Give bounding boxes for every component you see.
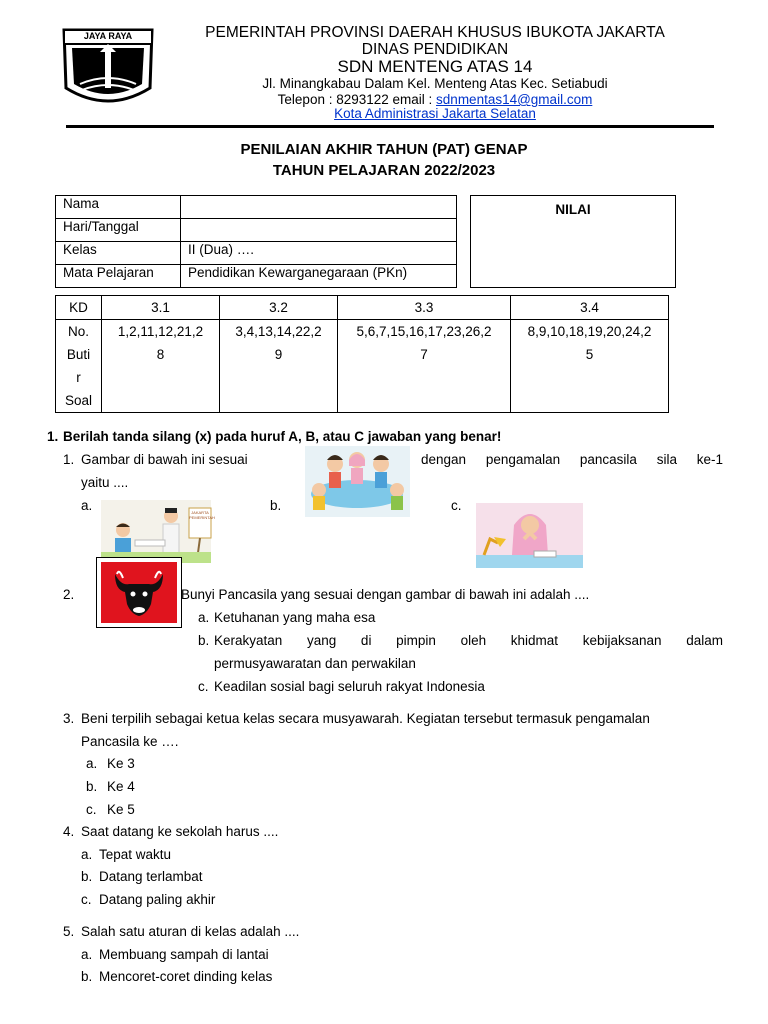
q1-option-b-letter[interactable]: b. <box>270 498 282 513</box>
q2-option-b-span: Kerakyatan yang di pimpin oleh khidmat kebijaksanan dalam <box>214 633 723 648</box>
school-address: Jl. Minangkabau Dalam Kel. Menteng Atas Kec. Setiabudi <box>262 76 608 91</box>
kd-cell-line: 8,9,10,18,19,20,24,2 <box>527 324 652 339</box>
q1-option-c-image <box>476 503 583 568</box>
q2-option-b-text <box>214 633 723 648</box>
q4-option-b-letter[interactable]: b. <box>81 869 93 884</box>
q4-option-c-letter[interactable]: c. <box>81 892 92 907</box>
q4-number: 4. <box>63 824 75 839</box>
q5-option-a-text: Membuang sampah di lantai <box>99 947 269 962</box>
q4-option-b-text: Datang terlambat <box>99 869 203 884</box>
section-number: 1. <box>47 429 59 444</box>
kd-cell <box>102 320 220 413</box>
info-label: Nama <box>56 196 181 219</box>
phone-label: Telepon : 8293122 email : <box>277 92 437 107</box>
kd-cell <box>220 320 338 413</box>
q2-option-c-text: Keadilan sosial bagi seluruh rakyat Indonesia <box>214 679 485 694</box>
class-field: II (Dua) …. <box>181 242 457 265</box>
email-link[interactable]: sdnmentas14@gmail.com <box>436 92 593 107</box>
subject-field: Pendidikan Kewarganegaraan (PKn) <box>181 265 457 288</box>
q5-option-a-letter[interactable]: a. <box>81 947 93 962</box>
q1-option-c-letter[interactable]: c. <box>451 498 462 513</box>
q3-text: Beni terpilih sebagai ketua kelas secara musyawarah. Kegiatan tersebut termasuk pengamalan <box>81 711 650 726</box>
kd-row <box>56 320 669 413</box>
header-line-2: DINAS PENDIDIKAN <box>361 41 509 58</box>
q4-text: Saat datang ke sekolah harus .... <box>81 824 279 839</box>
kd-header-cell: 3.4 <box>511 296 669 320</box>
info-label: Hari/Tanggal <box>56 219 181 242</box>
score-label: NILAI <box>555 202 591 217</box>
q4-option-a-text: Tepat waktu <box>99 847 172 862</box>
exam-title: PENILAIAN AKHIR TAHUN (PAT) GENAP <box>240 141 528 158</box>
q5-text: Salah satu aturan di kelas adalah .... <box>81 924 300 939</box>
kd-header-cell: KD <box>56 296 102 320</box>
kd-table <box>55 295 669 413</box>
q1-option-a-image <box>101 500 215 563</box>
row-label-line: Buti <box>66 347 91 362</box>
q2-option-c-letter[interactable]: c. <box>198 679 209 694</box>
q5-option-b-text: Mencoret-coret dinding kelas <box>99 969 273 984</box>
kd-cell-line: 7 <box>420 347 428 362</box>
row-label-line: No. <box>67 324 89 339</box>
info-row <box>56 265 457 288</box>
school-name: SDN MENTENG ATAS 14 <box>337 57 533 76</box>
header-line-1: PEMERINTAH PROVINSI DAERAH KHUSUS IBUKOTA JAKARTA <box>205 24 665 41</box>
kd-cell <box>511 320 669 413</box>
exam-year: TAHUN PELAJARAN 2022/2023 <box>272 162 496 179</box>
name-field[interactable] <box>181 196 457 219</box>
q3-option-a-text: Ke 3 <box>107 756 135 771</box>
kd-row-label <box>56 320 102 413</box>
kd-header-cell: 3.3 <box>338 296 511 320</box>
q1-text-part2 <box>421 452 723 467</box>
kd-cell-line: 9 <box>274 347 283 362</box>
q3-text-line2: Pancasila ke …. <box>81 734 179 749</box>
q2-option-a-text: Ketuhanan yang maha esa <box>214 610 376 625</box>
q3-option-c-text: Ke 5 <box>107 802 135 817</box>
q2-option-b-text-line2: permusyawaratan dan perwakilan <box>214 656 416 671</box>
info-label: Mata Pelajaran <box>56 265 181 288</box>
q5-option-b-letter[interactable]: b. <box>81 969 93 984</box>
school-contact <box>195 92 675 107</box>
q3-option-a-letter[interactable]: a. <box>86 756 98 771</box>
q1-children-image <box>305 446 410 517</box>
children-praying-icon <box>305 446 410 517</box>
q1-text-part1: Gambar di bawah ini sesuai <box>81 452 248 467</box>
q3-option-b-letter[interactable]: b. <box>86 779 98 794</box>
kd-header-cell: 3.2 <box>220 296 338 320</box>
jakarta-logo <box>60 28 156 112</box>
q4-option-c-text: Datang paling akhir <box>99 892 216 907</box>
kd-header-row <box>56 296 669 320</box>
bull-head-icon <box>97 558 181 627</box>
girl-praying-icon <box>476 503 583 568</box>
student-info-table <box>55 195 457 288</box>
poster-text: JAKARTA PEMERINTAH <box>189 510 215 520</box>
info-row <box>56 196 457 219</box>
q1-text-part2-span: dengan pengamalan pancasila sila ke-1 <box>421 452 723 467</box>
info-row <box>56 242 457 265</box>
logo-text: JAYA RAYA <box>83 31 133 41</box>
kd-cell-line: 5,6,7,15,16,17,23,26,2 <box>356 324 492 339</box>
city-link[interactable] <box>195 106 675 121</box>
q4-option-a-letter[interactable]: a. <box>81 847 93 862</box>
section-instruction: Berilah tanda silang (x) pada huruf A, B, atau C jawaban yang benar! <box>63 429 502 444</box>
info-label: Kelas <box>56 242 181 265</box>
q2-banteng-image <box>96 557 182 628</box>
row-label-line: Soal <box>64 393 93 408</box>
q1-text-part3: yaitu .... <box>81 475 129 490</box>
kd-header-cell: 3.1 <box>102 296 220 320</box>
q1-option-a-letter[interactable]: a. <box>81 498 93 513</box>
q2-option-a-letter[interactable]: a. <box>198 610 210 625</box>
kd-cell-line: 8 <box>156 347 165 362</box>
kd-cell <box>338 320 511 413</box>
q2-option-b-letter[interactable]: b. <box>198 633 210 648</box>
info-row <box>56 219 457 242</box>
kd-cell-line: 3,4,13,14,22,2 <box>235 324 322 339</box>
q3-option-b-text: Ke 4 <box>107 779 135 794</box>
row-label-line: r <box>76 370 81 385</box>
q1-number: 1. <box>63 452 75 467</box>
q5-number: 5. <box>63 924 75 939</box>
date-field[interactable] <box>181 219 457 242</box>
q3-option-c-letter[interactable]: c. <box>86 802 97 817</box>
kd-cell-line: 5 <box>585 347 594 362</box>
city-link-text[interactable]: Kota Administrasi Jakarta Selatan <box>334 106 536 121</box>
q3-number: 3. <box>63 711 75 726</box>
header-divider <box>66 125 714 128</box>
q2-text: Bunyi Pancasila yang sesuai dengan gambar di bawah ini adalah .... <box>181 587 590 602</box>
q2-number: 2. <box>63 587 75 602</box>
score-box[interactable] <box>470 195 676 288</box>
kd-cell-line: 1,2,11,12,21,2 <box>117 324 204 339</box>
